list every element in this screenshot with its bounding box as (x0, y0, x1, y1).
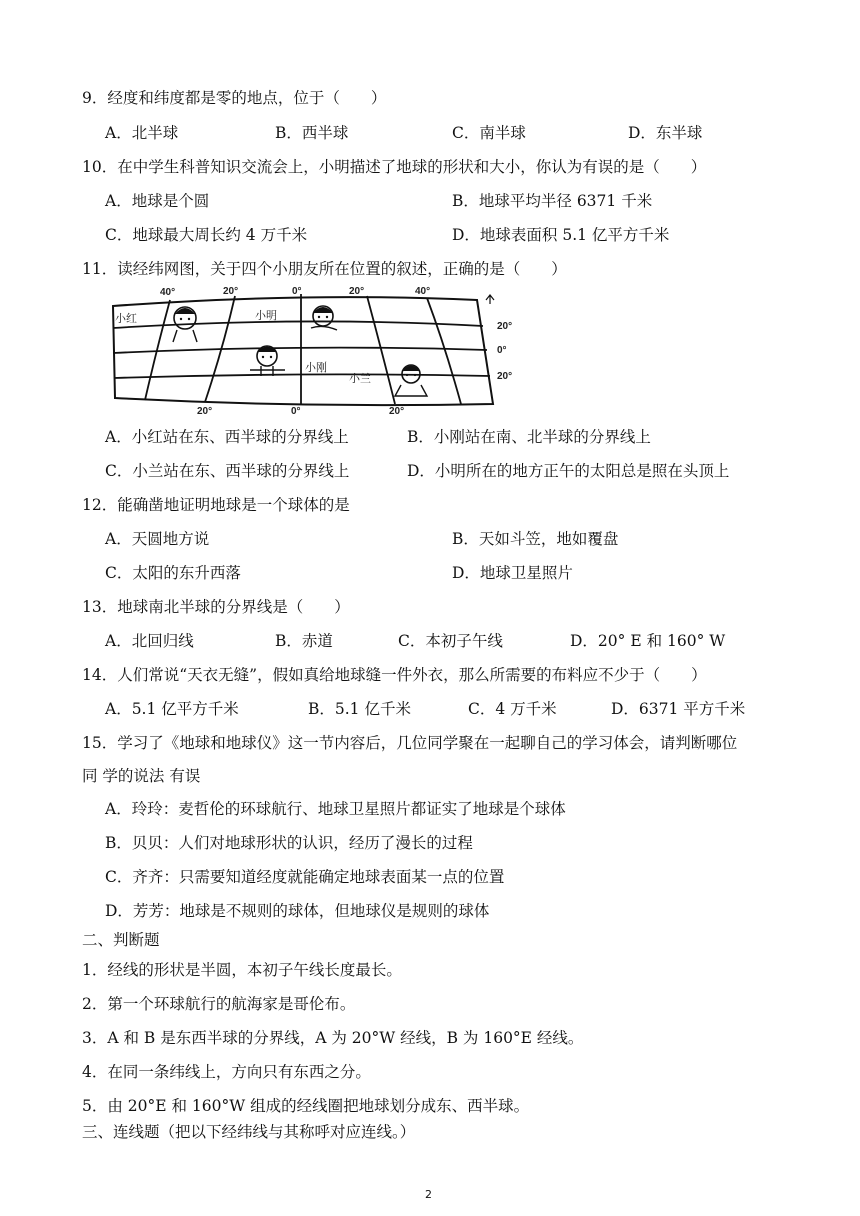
question-15-stem-continued: 同 学的说法 有误 (82, 767, 201, 785)
question-11-stem: 11．读经纬网图，关于四个小朋友所在位置的叙述，正确的是（ ） (82, 260, 567, 278)
section-3-title: 三、连线题（把以下经纬线与其称呼对应连线。） (82, 1123, 416, 1141)
question-9-option-a: A．北半球 (105, 124, 179, 142)
question-15-option-a: A．玲玲：麦哲伦的环球航行、地球卫星照片都证实了地球是个球体 (105, 800, 566, 818)
judgment-item-5: 5．由 20°E 和 160°W 组成的经线圈把地球划分成东、西半球。 (82, 1097, 530, 1115)
right-tick-label: 20° (497, 321, 513, 332)
question-14-option-a: A．5.1 亿平方千米 (105, 700, 239, 718)
north-arrow (486, 295, 494, 304)
latitude-line-20n (113, 321, 483, 328)
question-13-stem: 13．地球南北半球的分界线是（ ） (82, 598, 350, 616)
question-10-option-d: D．地球表面积 5.1 亿平方千米 (452, 226, 670, 244)
question-12-option-b: B．天如斗笠，地如覆盘 (452, 530, 619, 548)
question-12-option-a: A．天圆地方说 (105, 530, 210, 548)
question-10-option-b: B．地球平均半径 6371 千米 (452, 192, 653, 210)
question-10-option-a: A．地球是个圆 (105, 192, 210, 210)
top-tick-label: 20° (349, 286, 365, 297)
bottom-tick-label: 0° (291, 406, 301, 417)
judgment-item-1: 1．经线的形状是半圆，本初子午线长度最长。 (82, 961, 402, 979)
question-11-option-c: C．小兰站在东、西半球的分界线上 (105, 462, 350, 480)
longitude-line-40e (427, 298, 461, 404)
question-12-option-d: D．地球卫星照片 (452, 564, 573, 582)
question-13-option-c: C．本初子午线 (398, 632, 503, 650)
question-11-option-d: D．小明所在的地方正午的太阳总是照在头顶上 (407, 462, 730, 480)
question-13-option-a: A．北回归线 (105, 632, 194, 650)
right-tick-label: 0° (497, 345, 507, 356)
question-11-option-a: A．小红站在东、西半球的分界线上 (105, 428, 349, 446)
question-14-option-d: D．6371 平方千米 (611, 700, 746, 718)
question-13-option-b: B．赤道 (275, 632, 333, 650)
graticule-map (105, 286, 525, 418)
bottom-tick-label: 20° (197, 406, 213, 417)
question-12-stem: 12．能确凿地证明地球是一个球体的是 (82, 496, 350, 514)
child-label-xiaolan: 小兰 (349, 372, 371, 385)
top-tick-label: 40° (160, 287, 176, 298)
child-figure-xiaoming (311, 306, 337, 330)
question-14-option-b: B．5.1 亿千米 (308, 700, 411, 718)
top-tick-label: 40° (415, 286, 431, 297)
judgment-item-2: 2．第一个环球航行的航海家是哥伦布。 (82, 995, 356, 1013)
judgment-item-3: 3．A 和 B 是东西半球的分界线，A 为 20°W 经线，B 为 160°E 经线。 (82, 1029, 584, 1047)
child-label-xiaogang: 小刚 (305, 361, 327, 374)
question-13-option-d: D．20° E 和 160° W (570, 632, 726, 650)
question-12-option-c: C．太阳的东升西落 (105, 564, 241, 582)
top-tick-label: 20° (223, 286, 239, 297)
question-14-option-c: C．4 万千米 (468, 700, 557, 718)
longitude-line-20e (367, 296, 395, 404)
section-2-title: 二、判断题 (82, 931, 160, 949)
question-15-option-d: D．芳芳：地球是不规则的球体，但地球仪是规则的球体 (105, 902, 490, 920)
question-14-stem: 14．人们常说“天衣无缝”，假如真给地球缝一件外衣，那么所需要的布料应不少于（ ） (82, 666, 707, 684)
right-tick-label: 20° (497, 371, 513, 382)
question-15-stem: 15．学习了《地球和地球仪》这一节内容后，几位同学聚在一起聊自己的学习体会，请判断哪位 (82, 734, 738, 752)
question-11-option-b: B．小刚站在南、北半球的分界线上 (407, 428, 651, 446)
child-figure-xiaolan (395, 365, 427, 396)
bottom-tick-label: 20° (389, 406, 405, 417)
question-9-option-b: B．西半球 (275, 124, 349, 142)
question-10-option-c: C．地球最大周长约 4 万千米 (105, 226, 308, 244)
child-figure-xiaogang (250, 346, 285, 376)
question-9-stem: 9．经度和纬度都是零的地点，位于（ ） (82, 89, 387, 107)
latitude-line-20s (114, 374, 490, 378)
question-9-option-c: C．南半球 (452, 124, 526, 142)
judgment-item-4: 4．在同一条纬线上，方向只有东西之分。 (82, 1063, 371, 1081)
question-10-stem: 10．在中学生科普知识交流会上，小明描述了地球的形状和大小，你认为有误的是（ ） (82, 158, 707, 176)
question-15-option-b: B．贝贝：人们对地球形状的认识，经历了漫长的过程 (105, 834, 473, 852)
child-label-xiaoming: 小明 (255, 309, 277, 322)
question-15-option-c: C．齐齐：只需要知道经度就能确定地球表面某一点的位置 (105, 868, 505, 886)
latitude-line-0 (113, 348, 487, 353)
question-9-option-d: D．东半球 (628, 124, 703, 142)
child-label-xiaohong: 小红 (115, 312, 137, 325)
top-tick-label: 0° (292, 286, 302, 297)
page-number: 2 (425, 1188, 432, 1201)
